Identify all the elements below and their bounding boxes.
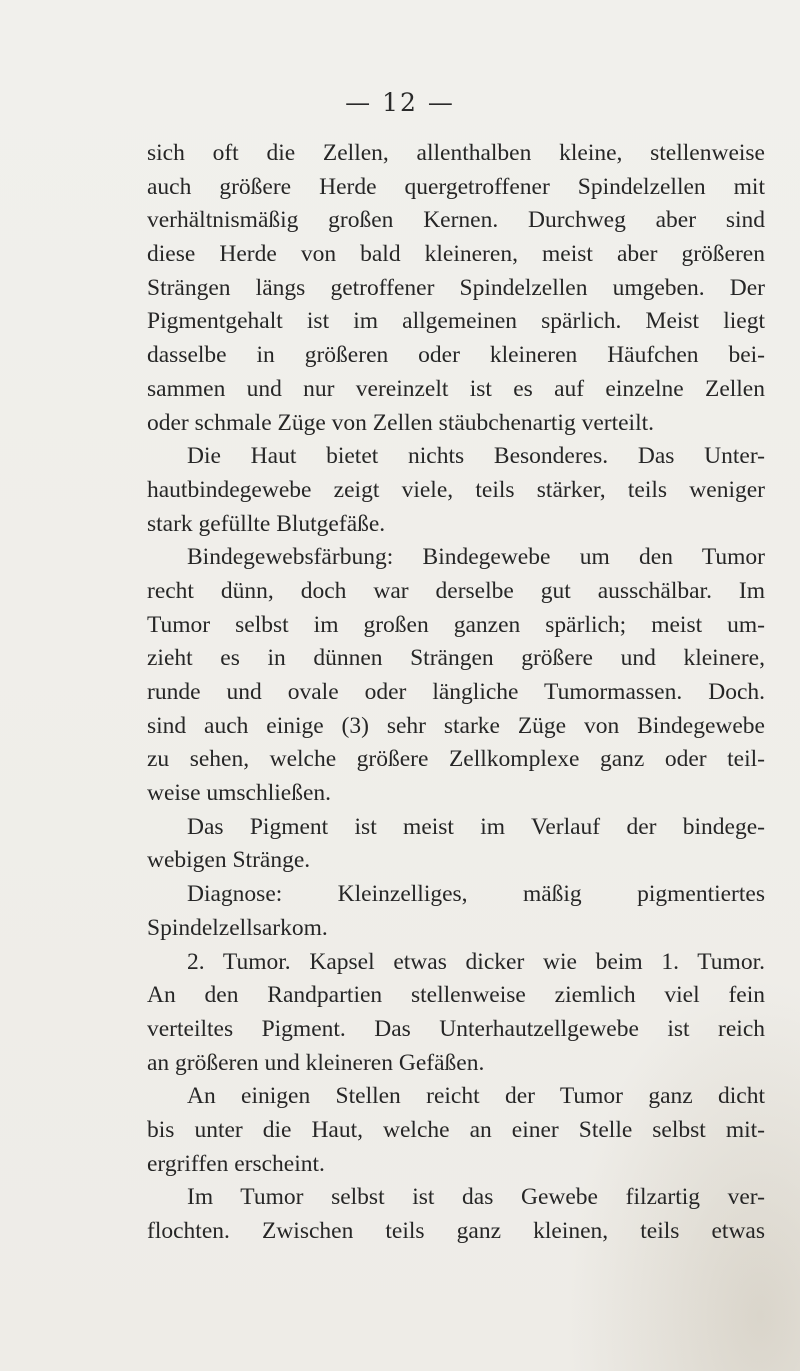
text-line: Bindegewebsfärbung: Bindegewebe um den Tumor xyxy=(187,544,765,571)
text-line: webigen Stränge. xyxy=(147,847,311,874)
text-line: sammen und nur vereinzelt ist es auf einzelne Zellen xyxy=(147,375,765,402)
text-line: Pigmentgehalt ist im allgemeinen spärlich. Meist liegt xyxy=(147,308,765,335)
text-line: sind auch einige (3) sehr starke Züge von Bindegewebe xyxy=(147,712,765,739)
text-line: an größeren und kleineren Gefäßen. xyxy=(147,1049,485,1076)
text-line: sich oft die Zellen, allenthalben kleine, stellenweise xyxy=(147,140,765,166)
text-line: hautbindegewebe zeigt viele, teils stärker, teils weniger xyxy=(147,476,765,503)
text-line: recht dünn, doch war derselbe gut ausschälbar. Im xyxy=(147,577,765,604)
text-line: verhältnismäßig großen Kernen. Durchweg aber sind xyxy=(147,207,765,234)
text-line: Tumor selbst im großen ganzen spärlich; meist um- xyxy=(147,611,765,638)
text-line: 2. Tumor. Kapsel etwas dicker wie beim 1. Tumor. xyxy=(187,948,765,975)
text-line: Die Haut bietet nichts Besonderes. Das Unter- xyxy=(187,443,765,470)
text-line: weise umschließen. xyxy=(147,780,332,807)
text-line: auch größere Herde quergetroffener Spindelzellen mit xyxy=(147,173,765,200)
text-line: flochten. Zwischen teils ganz kleinen, teils etwas xyxy=(147,1218,765,1244)
text-line: dasselbe in größeren oder kleineren Häufchen bei- xyxy=(147,342,765,369)
text-line: ergriffen erscheint. xyxy=(147,1150,325,1177)
page-number: — 12 — xyxy=(345,88,455,117)
text-line: runde und ovale oder längliche Tumormassen. Doch. xyxy=(147,679,765,705)
text-line: An einigen Stellen reicht der Tumor ganz dicht xyxy=(187,1083,765,1110)
body-text xyxy=(147,137,765,1249)
text-line: zieht es in dünnen Strängen größere und kleinere, xyxy=(147,645,765,672)
text-line: stark gefüllte Blutgefäße. xyxy=(147,510,386,537)
text-line: Spindelzellsarkom. xyxy=(147,914,328,941)
text-line: oder schmale Züge von Zellen stäubchenartig verteilt. xyxy=(147,409,655,436)
text-line: Das Pigment ist meist im Verlauf der bindege- xyxy=(187,813,765,840)
text-line: verteiltes Pigment. Das Unterhautzellgewebe ist reich xyxy=(147,1015,765,1042)
text-line: Im Tumor selbst ist das Gewebe filzartig ver- xyxy=(187,1184,765,1211)
text-line: bis unter die Haut, welche an einer Stelle selbst mit- xyxy=(147,1116,765,1143)
text-line: zu sehen, welche größere Zellkomplexe ganz oder teil- xyxy=(147,746,765,773)
text-line: An den Randpartien stellenweise ziemlich viel fein xyxy=(147,982,765,1009)
text-line: diese Herde von bald kleineren, meist aber größeren xyxy=(147,241,765,268)
text-line: Diagnose: Kleinzelliges, mäßig pigmentiertes xyxy=(187,881,765,908)
text-line: Strängen längs getroffener Spindelzellen umgeben. Der xyxy=(147,274,765,301)
